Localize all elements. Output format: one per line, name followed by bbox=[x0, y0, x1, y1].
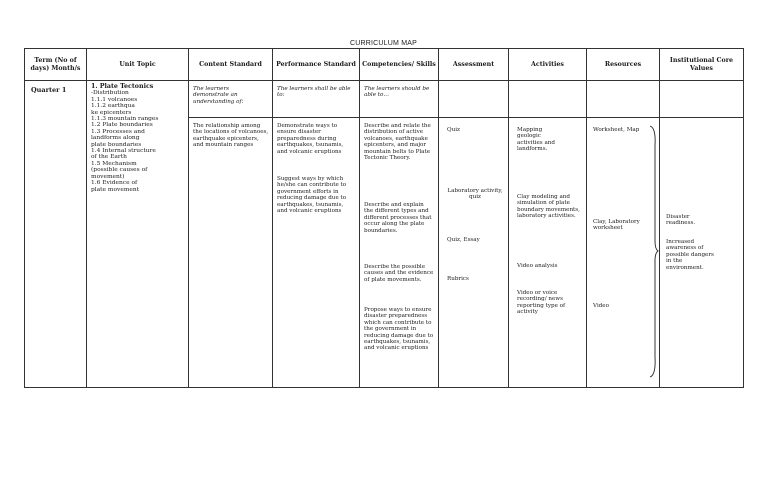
unit-line: 1.1.1 volcanoes bbox=[91, 96, 138, 103]
header-activities: Activities bbox=[509, 49, 587, 81]
cell-unit-topic bbox=[87, 81, 189, 388]
unit-line: landforms along bbox=[91, 135, 140, 142]
resource-3: Video bbox=[593, 303, 609, 309]
competencies-intro: The learners should be able to… bbox=[364, 86, 430, 99]
sub-divider bbox=[587, 117, 659, 118]
quarter-row bbox=[25, 81, 744, 388]
cell-assessment bbox=[439, 81, 509, 388]
curly-brace-icon bbox=[649, 125, 659, 378]
content-standard-text: The relationship among the locations of volcanoes, earthquake epicenters, and mountain ranges bbox=[193, 123, 269, 149]
resource-1: Worksheet, Map bbox=[593, 127, 640, 133]
unit-line: plate boundaries bbox=[91, 141, 142, 148]
term-label: Quarter 1 bbox=[31, 86, 67, 94]
header-row bbox=[25, 49, 744, 81]
competency-3: Describe the possible causes and the evidence of plate movements. bbox=[364, 264, 434, 283]
performance-standard-text-1: Demonstrate ways to ensure disaster preparedness during earthquakes, tsunamis, and volcanic eruptions bbox=[277, 123, 344, 155]
activity-2: Clay modeling and simulation of plate boundary movements, laboratory activities. bbox=[517, 194, 580, 220]
activity-1: Mapping geologic activities and landforms. bbox=[517, 127, 555, 153]
cell-activities bbox=[509, 81, 587, 388]
unit-topic-list bbox=[91, 84, 158, 193]
unit-line: (possible causes of bbox=[91, 167, 148, 174]
assessment-4: Rubrics bbox=[447, 276, 469, 282]
assessment-3: Quiz, Essay bbox=[447, 237, 480, 243]
header-unit-topic: Unit Topic bbox=[87, 49, 189, 81]
unit-line: of the Earth bbox=[91, 154, 127, 161]
unit-line: ke epicenters bbox=[91, 109, 132, 116]
header-term: Term (No of days) Month/s bbox=[25, 49, 87, 81]
cell-performance-standard bbox=[273, 81, 360, 388]
performance-standard-intro: The learners shall be able to: bbox=[277, 86, 351, 99]
activity-3: Video analysis bbox=[517, 263, 558, 269]
header-institutional: Institutional Core Values bbox=[660, 49, 744, 81]
cell-content-standard bbox=[189, 81, 273, 388]
sub-divider bbox=[189, 117, 272, 118]
unit-line: 1.2 Plate boundaries bbox=[91, 122, 153, 129]
sub-divider bbox=[509, 117, 586, 118]
assessment-1: Quiz bbox=[447, 127, 460, 133]
sub-divider bbox=[360, 117, 438, 118]
header-resources: Resources bbox=[587, 49, 660, 81]
sub-divider bbox=[273, 117, 359, 118]
competency-4: Propose ways to ensure disaster preparedness which can contribute to the government in reducing damage due to earthquakes, tsunamis, and volcanic eruptions bbox=[364, 307, 434, 352]
curriculum-map-table bbox=[24, 48, 744, 388]
unit-line: -Distribution bbox=[91, 90, 129, 97]
competency-1: Describe and relate the distribution of active volcanoes, earthquake epicenters, and major mountain belts to Plate Tectonic Theory. bbox=[364, 123, 431, 162]
activity-4: Video or voice recording/ news reporting type of activity bbox=[517, 290, 566, 316]
unit-line: 1.3 Processes and bbox=[91, 128, 145, 135]
cell-institutional bbox=[660, 81, 744, 388]
sub-divider bbox=[660, 117, 743, 118]
unit-line: 1.4 Internal structure bbox=[91, 148, 156, 155]
document-title: CURRICULUM MAP bbox=[350, 40, 417, 47]
header-assessment: Assessment bbox=[439, 49, 509, 81]
cell-term bbox=[25, 81, 87, 388]
performance-standard-text-2: Suggest ways by which he/she can contribute to government efforts in reducing damage due to earthquakes, tsunamis, and volcanic eruptions bbox=[277, 176, 347, 215]
cell-resources bbox=[587, 81, 660, 388]
core-value-2: Increased awareness of possible dangers in the environment. bbox=[666, 239, 714, 271]
assessment-2: Laboratory activity, quiz bbox=[447, 188, 503, 201]
unit-line: plate movement bbox=[91, 186, 140, 193]
content-standard-intro: The learners demonstrate an understanding of: bbox=[193, 86, 244, 105]
header-competencies: Competencies/ Skills bbox=[360, 49, 439, 81]
cell-competencies bbox=[360, 81, 439, 388]
unit-line: 1.6 Evidence of bbox=[91, 180, 138, 187]
unit-line: 1.1.2 earthqua bbox=[91, 103, 135, 110]
header-performance-standard: Performance Standard bbox=[273, 49, 360, 81]
sub-divider bbox=[439, 117, 508, 118]
competency-2: Describe and explain the different types and different processes that occur along the plate boundaries. bbox=[364, 202, 432, 234]
resource-2: Clay, Laboratory worksheet bbox=[593, 219, 640, 232]
unit-line: 1.5 Mechanism bbox=[91, 160, 137, 167]
unit-line: movement) bbox=[91, 173, 125, 180]
header-content-standard: Content Standard bbox=[189, 49, 273, 81]
core-value-1: Disaster readiness. bbox=[666, 214, 696, 227]
unit-line: 1.1.3 mountain ranges bbox=[91, 116, 159, 123]
unit-heading: 1. Plate Tectonics bbox=[91, 83, 154, 90]
